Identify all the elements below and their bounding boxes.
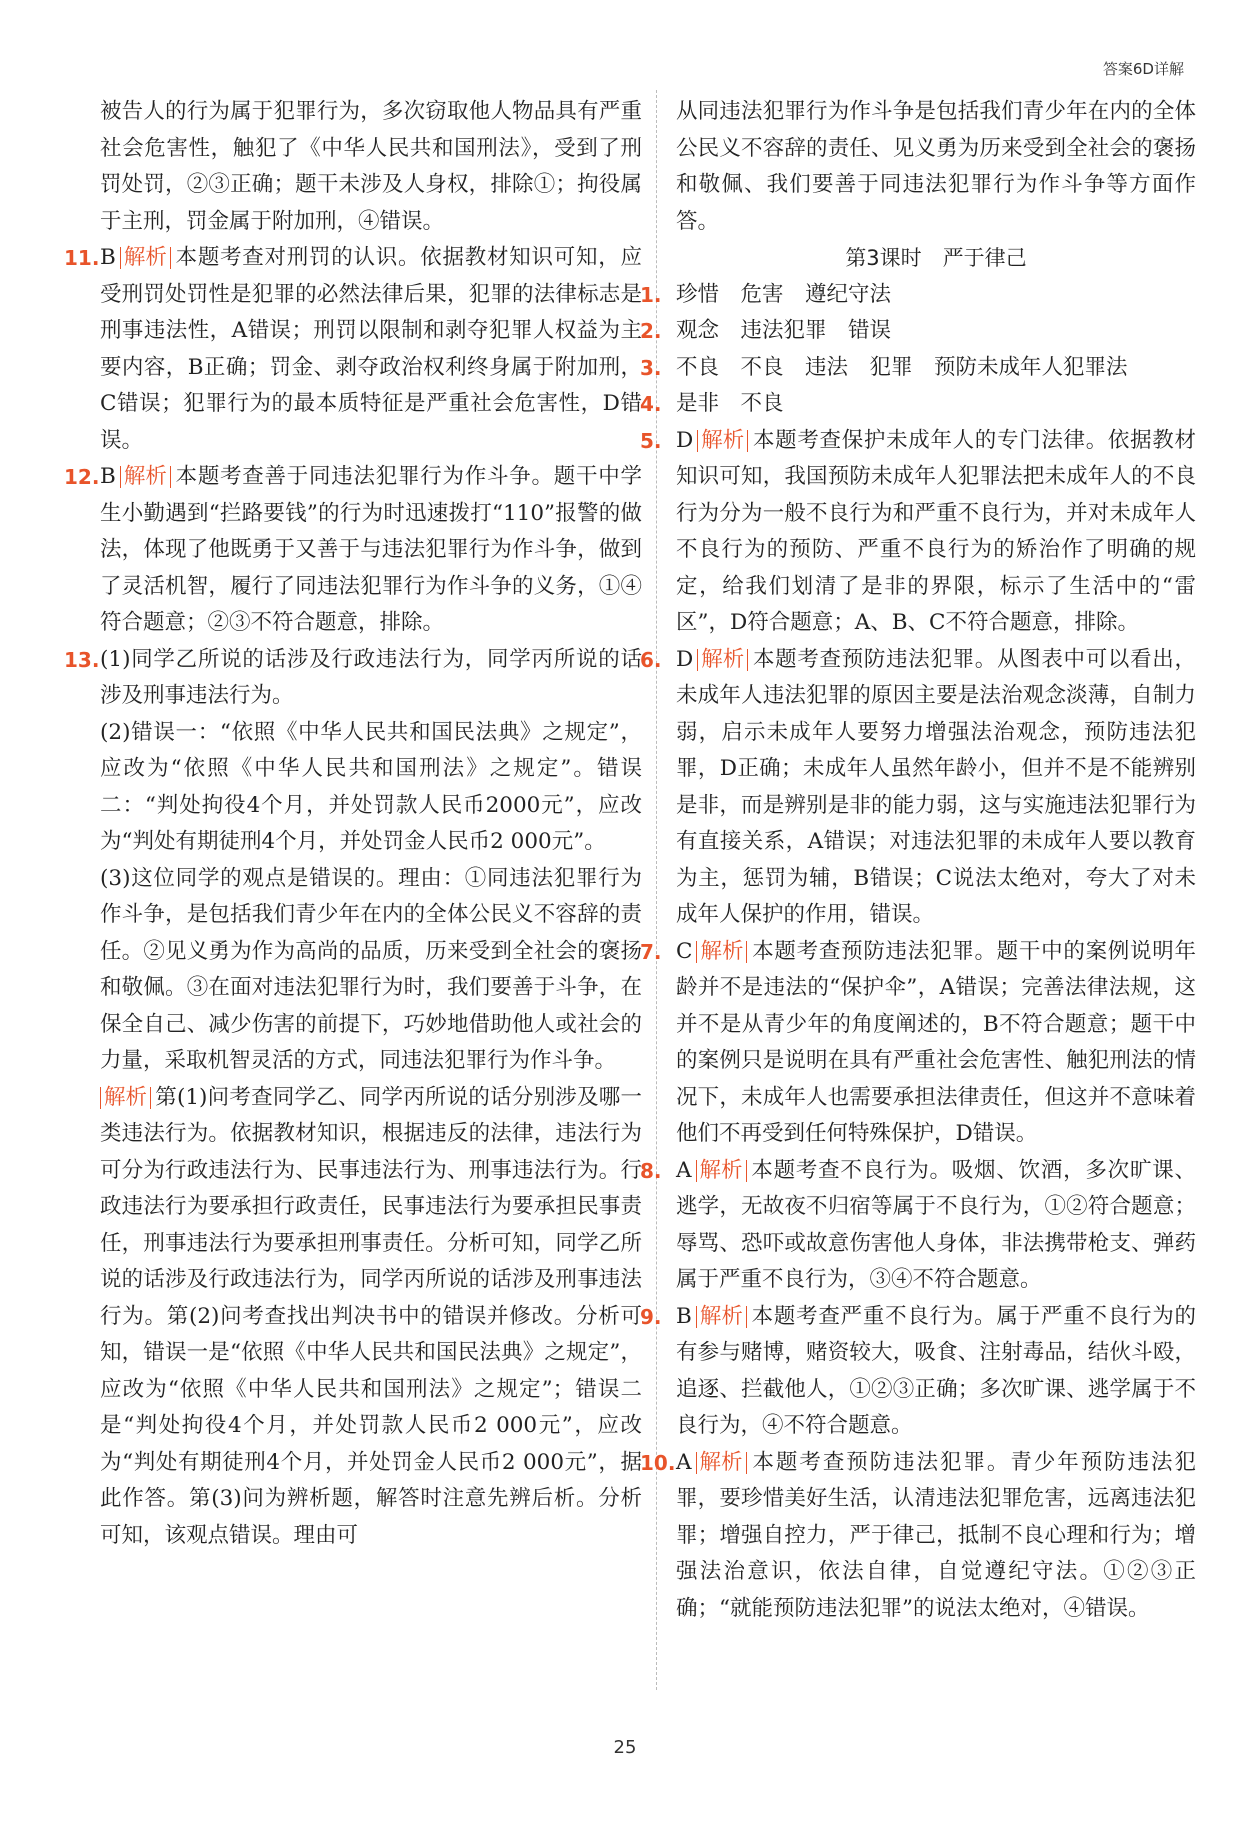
- analysis-tag: 解析: [696, 1160, 747, 1182]
- page-header: 答案6D详解: [1102, 60, 1184, 78]
- answer-letter: A: [676, 1157, 692, 1183]
- analysis-tag: 解析: [696, 941, 747, 963]
- question-7: [640, 934, 1196, 1153]
- question-number: 10.: [640, 1450, 676, 1475]
- analysis-tag: 解析: [696, 1306, 747, 1328]
- q13-part1: (1)同学乙所说的话涉及行政违法行为，同学丙所说的话涉及刑事违法行为。: [100, 646, 642, 708]
- analysis-tag: 解析: [697, 430, 748, 452]
- question-number: 3.: [640, 355, 662, 380]
- question-text: 本题考查预防违法犯罪。从图表中可以看出，未成年人违法犯罪的原因主要是法治观念淡薄，自制力弱，启示未成年人要努力增强法治观念，预防违法犯罪，D正确；未成年人虽然年龄小，但并不是不能辨别是非，而是辨别是非的能力弱，这与实施违法犯罪行为有直接关系，A错误；对违法犯罪的未成年人要以教育为主，惩罚为辅，B错误；C说法太绝对，夸大了对未成年人保护的作用，错误。: [676, 646, 1196, 927]
- question-number: 5.: [640, 428, 662, 453]
- answer-letter: C: [676, 938, 693, 964]
- question-number: 7.: [640, 939, 662, 964]
- fill-text: 珍惜 危害 遵纪守法: [676, 281, 892, 307]
- right-column: [640, 94, 1196, 1627]
- question-8: [640, 1153, 1196, 1299]
- left-intro: 被告人的行为属于犯罪行为，多次窃取他人物品具有严重社会危害性，触犯了《中华人民共和国刑法》，受到了刑罚处罚，②③正确；题干未涉及人身权，排除①；拘役属于主刑，罚金属于附加刑，④错误。: [100, 99, 642, 234]
- question-number: 1.: [640, 282, 662, 307]
- q13-part3: (3)这位同学的观点是错误的。理由：①同违法犯罪行为作斗争，是包括我们青少年在内的全体公民义不容辞的责任。②见义勇为作为高尚的品质，历来受到全社会的褒扬和敬佩。③在面对违法犯罪行为时，我们要善于斗争，在保全自己、减少伤害的前提下，巧妙地借助他人或社会的力量，采取机智灵活的方式，同违法犯罪行为作斗争。: [100, 865, 642, 1073]
- question-number: 4.: [640, 392, 662, 416]
- fill-text: 观念 违法犯罪 错误: [676, 318, 892, 343]
- question-text: 本题考查善于同违法犯罪行为作斗争。题干中学生小勤遇到“拦路要钱”的行为时迅速拨打“110”报警的做法，体现了他既勇于又善于与违法犯罪行为作斗争，做到了灵活机智，履行了同违法犯罪行为作斗争的义务，①④符合题意；②③不符合题意，排除。: [100, 464, 642, 635]
- question-number: 6.: [640, 647, 662, 672]
- question-text: 本题考查保护未成年人的专门法律。依据教材知识可知，我国预防未成年人犯罪法把未成年人的不良行为分为一般不良行为和严重不良行为，并对未成年人不良行为的预防、严重不良行为的矫治作了明确的规定，给我们划清了是非的界限，标示了生活中的“雷区”，D符合题意；A、B、C不符合题意，排除。: [676, 427, 1196, 635]
- question-text: 本题考查对刑罚的认识。依据教材知识可知，应受刑罚处罚性是犯罪的必然法律后果，犯罪的法律标志是刑事违法性，A错误；刑罚以限制和剥夺犯罪人权益为主要内容，B正确；罚金、剥夺政治权利终身属于附加刑，C错误；犯罪行为的最本质特征是严重社会危害性，D错误。: [100, 245, 642, 453]
- question-number: 2.: [640, 319, 662, 343]
- analysis-tag: 解析: [697, 649, 748, 671]
- q13-part2: (2)错误一：“依照《中华人民共和国民法典》之规定”，应改为“依照《中华人民共和国刑法》之规定”。错误二：“判处拘役4个月，并处罚款人民币2000元”，应改为“判处有期徒刑4个月，并处罚金人民币2 000元”。: [100, 719, 642, 854]
- fill-1: [640, 277, 1196, 314]
- answer-letter: B: [676, 1303, 692, 1329]
- section-title: 第3课时 严于律己: [845, 246, 1027, 270]
- question-text: 本题考查严重不良行为。属于严重不良行为的有参与赌博，赌资较大，吸食、注射毒品，结伙斗殴，追逐、拦截他人，①②③正确；多次旷课、逃学属于不良行为，④不符合题意。: [676, 1303, 1196, 1438]
- answer-letter: A: [676, 1449, 692, 1475]
- question-number: 13.: [64, 647, 100, 672]
- question-text: 本题考查不良行为。吸烟、饮酒，多次旷课、逃学，无故夜不归宿等属于不良行为，①②符合题意；辱骂、恐吓或故意伤害他人身体，非法携带枪支、弹药属于严重不良行为，③④不符合题意。: [676, 1157, 1196, 1292]
- answer-letter: B: [100, 245, 116, 270]
- answer-letter: D: [676, 646, 694, 672]
- question-text: 本题考查预防违法犯罪。题干中的案例说明年龄并不是违法的“保护伞”，A错误；完善法律法规，这并不是从青少年的角度阐述的，B不符合题意；题干中的案例只是说明在具有严重社会危害性、触犯刑法的情况下，未成年人也需要承担法律责任，但这并不意味着他们不再受到任何特殊保护，D错误。: [676, 938, 1196, 1146]
- question-number: 8.: [640, 1158, 662, 1183]
- question-number: 9.: [640, 1304, 662, 1329]
- analysis-tag: 解析: [120, 247, 171, 269]
- analysis-tag: 解析: [696, 1452, 747, 1474]
- fill-4: [640, 386, 1196, 423]
- analysis-text: 第(1)问考查同学乙、同学丙所说的话分别涉及哪一类违法行为。依据教材知识，根据违反的法律，违法行为可分为行政违法行为、民事违法行为、刑事违法行为。行政违法行为要承担行政责任，民事违法行为要承担民事责任，刑事违法行为要承担刑事责任。分析可知，同学乙所说的话涉及行政违法行为，同学丙所说的话涉及刑事违法行为。第(2)问考查找出判决书中的错误并修改。分析可知，错误一是“依照《中华人民共和国民法典》之规定”，应改为“依照《中华人民共和国刑法》之规定”；错误二是“判处拘役4个月，并处罚款人民币2 000元”，应改为“判处有期徒刑4个月，并处罚金人民币2 000元”，据此作答。第(3)问为辨析题，解答时注意先辨后析。分析可知，该观点错误。理由可: [100, 1084, 642, 1548]
- fill-3: [640, 350, 1196, 387]
- answer-letter: B: [100, 464, 116, 489]
- question-5: [640, 423, 1196, 642]
- answer-letter: D: [676, 427, 694, 453]
- page-number: 25: [613, 1737, 637, 1758]
- fill-2: [640, 313, 1196, 350]
- question-6: [640, 642, 1196, 934]
- question-text: 本题考查预防违法犯罪。青少年预防违法犯罪，要珍惜美好生活，认清违法犯罪危害，远离违法犯罪；增强自控力，严于律己，抵制不良心理和行为；增强法治意识，依法自律，自觉遵纪守法。①②③正确；“就能预防违法犯罪”的说法太绝对，④错误。: [676, 1449, 1196, 1621]
- fill-text: 不良 不良 违法 犯罪 预防未成年人犯罪法: [676, 354, 1128, 380]
- analysis-tag: 解析: [120, 466, 171, 488]
- question-13: [64, 642, 642, 715]
- question-10: [640, 1445, 1196, 1628]
- question-11: [64, 240, 642, 459]
- analysis-tag: 解析: [100, 1087, 151, 1109]
- left-column: [64, 94, 642, 1554]
- fill-text: 是非 不良: [676, 391, 784, 416]
- question-9: [640, 1299, 1196, 1445]
- question-number: 12.: [64, 465, 100, 489]
- question-12: [64, 459, 642, 642]
- q13-analysis: [100, 1080, 642, 1555]
- right-intro: 从同违法犯罪行为作斗争是包括我们青少年在内的全体公民义不容辞的责任、见义勇为历来受到全社会的褒扬和敬佩、我们要善于同违法犯罪行为作斗争等方面作答。: [676, 99, 1196, 234]
- question-number: 11.: [64, 246, 100, 270]
